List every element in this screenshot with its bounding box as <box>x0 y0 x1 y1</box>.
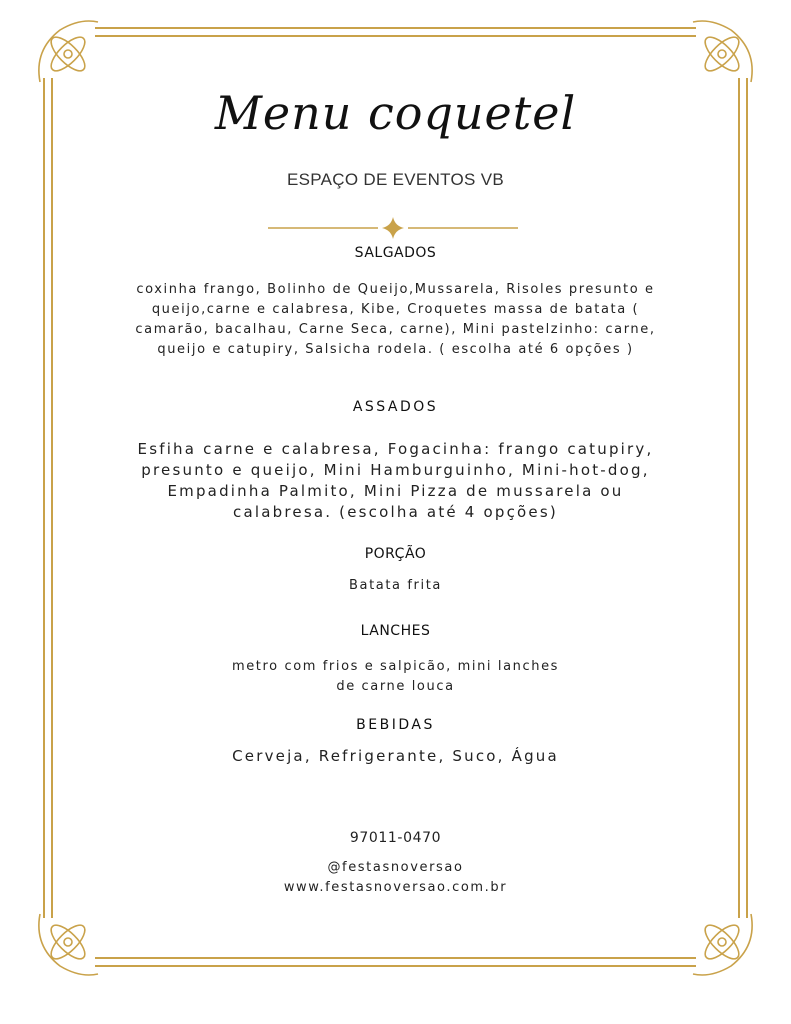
section-heading-lanches: LANCHES <box>360 623 431 639</box>
section-heading-assados: ASSADOS <box>352 399 439 415</box>
divider-star-icon <box>268 216 518 240</box>
page-subtitle: ESPAÇO DE EVENTOS VB <box>287 170 504 189</box>
section-heading-porcao: PORÇÃO <box>364 546 427 562</box>
page-title: Menu coquetel <box>214 86 577 140</box>
contact-instagram[interactable]: @festasnoversao <box>327 860 464 875</box>
section-text-salgados: coxinha frango, Bolinho de Queijo,Mussarela, Risoles presunto e queijo,carne e calabresa, Kibe, Croquetes massa de batata ( camarão, bacalhau, Carne Seca, carne), Mini pastelzinho: carne, queijo e catupiry, Salsicha rodela. ( escolha até 6 opções ) <box>135 282 656 357</box>
contact-website[interactable]: www.festasnoversao.com.br <box>283 880 508 895</box>
section-heading-salgados: SALGADOS <box>354 245 437 261</box>
section-text-porcao: Batata frita <box>349 578 442 593</box>
contact-phone: 97011-0470 <box>349 830 442 846</box>
section-heading-bebidas: BEBIDAS <box>356 717 435 733</box>
section-text-assados: Esfiha carne e calabresa, Fogacinha: frango catupiry, presunto e queijo, Mini Hamburguinho, Mini-hot-dog, Empadinha Palmito, Mini Pizza de mussarela ou calabresa. (escolha até 4 opções) <box>137 440 654 521</box>
section-text-lanches: metro com frios e salpicão, mini lanches de carne louca <box>231 659 560 694</box>
section-text-bebidas: Cerveja, Refrigerante, Suco, Água <box>232 747 559 765</box>
